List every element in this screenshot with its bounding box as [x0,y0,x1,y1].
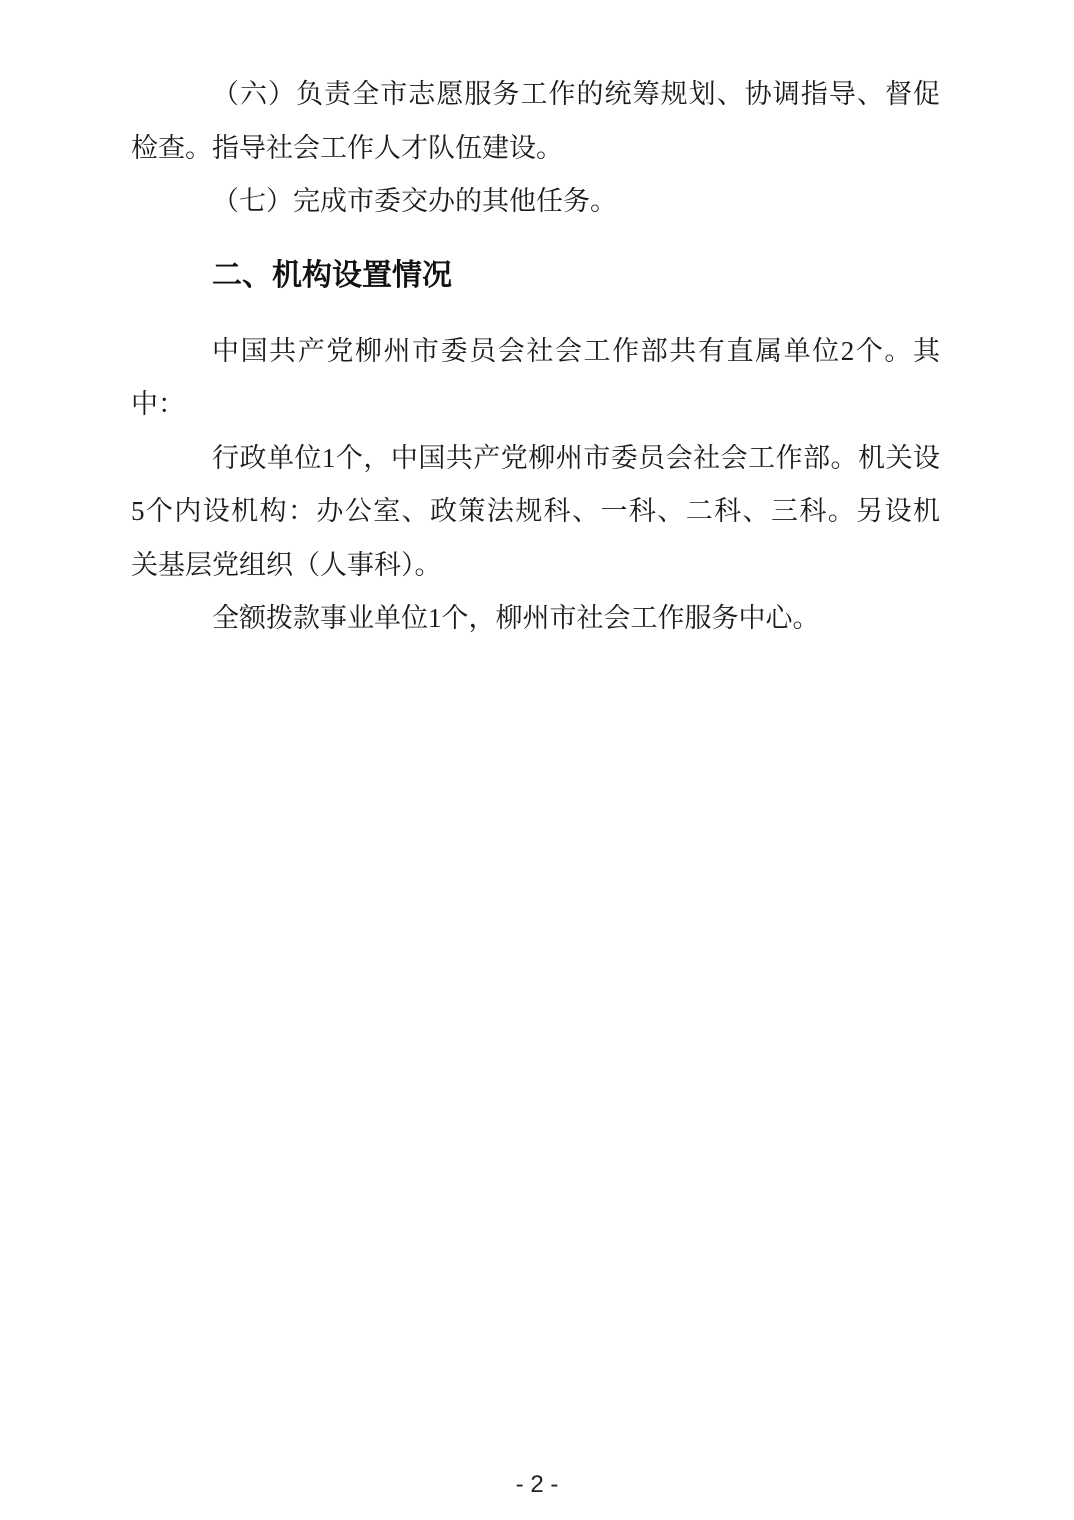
paragraph-service-unit [131,592,940,646]
paragraph-line: 全额拨款事业单位1个，柳州市社会工作服务中心。 [212,603,820,633]
paragraph-duty-7 [131,175,940,229]
paragraph-line: 行政单位1个，中国共产党柳州市委员会社会工作部。机关设 [212,442,940,473]
section-heading: 二、机构设置情况 [212,258,452,292]
paragraph-line: 中： [131,389,185,419]
paragraph-direct-units [131,325,940,432]
paragraph-line: 5个内设机构：办公室、政策法规科、一科、二科、三科。另设机 [131,496,940,526]
paragraph-line: （六）负责全市志愿服务工作的统筹规划、协调指导、督促 [212,79,940,109]
paragraph-line: 检查。指导社会工作人才队伍建设。 [131,132,563,163]
paragraph-line: （七）完成市委交办的其他任务。 [212,186,617,216]
page-number: - 2 - [515,1471,559,1498]
document-body [131,68,940,646]
paragraph-admin-unit [131,432,940,593]
paragraph-duty-6 [131,68,940,175]
paragraph-line: 关基层党组织（人事科）。 [131,549,442,580]
paragraph-line: 中国共产党柳州市委员会社会工作部共有直属单位2个。其 [212,335,940,366]
page-footer [0,1470,1074,1500]
